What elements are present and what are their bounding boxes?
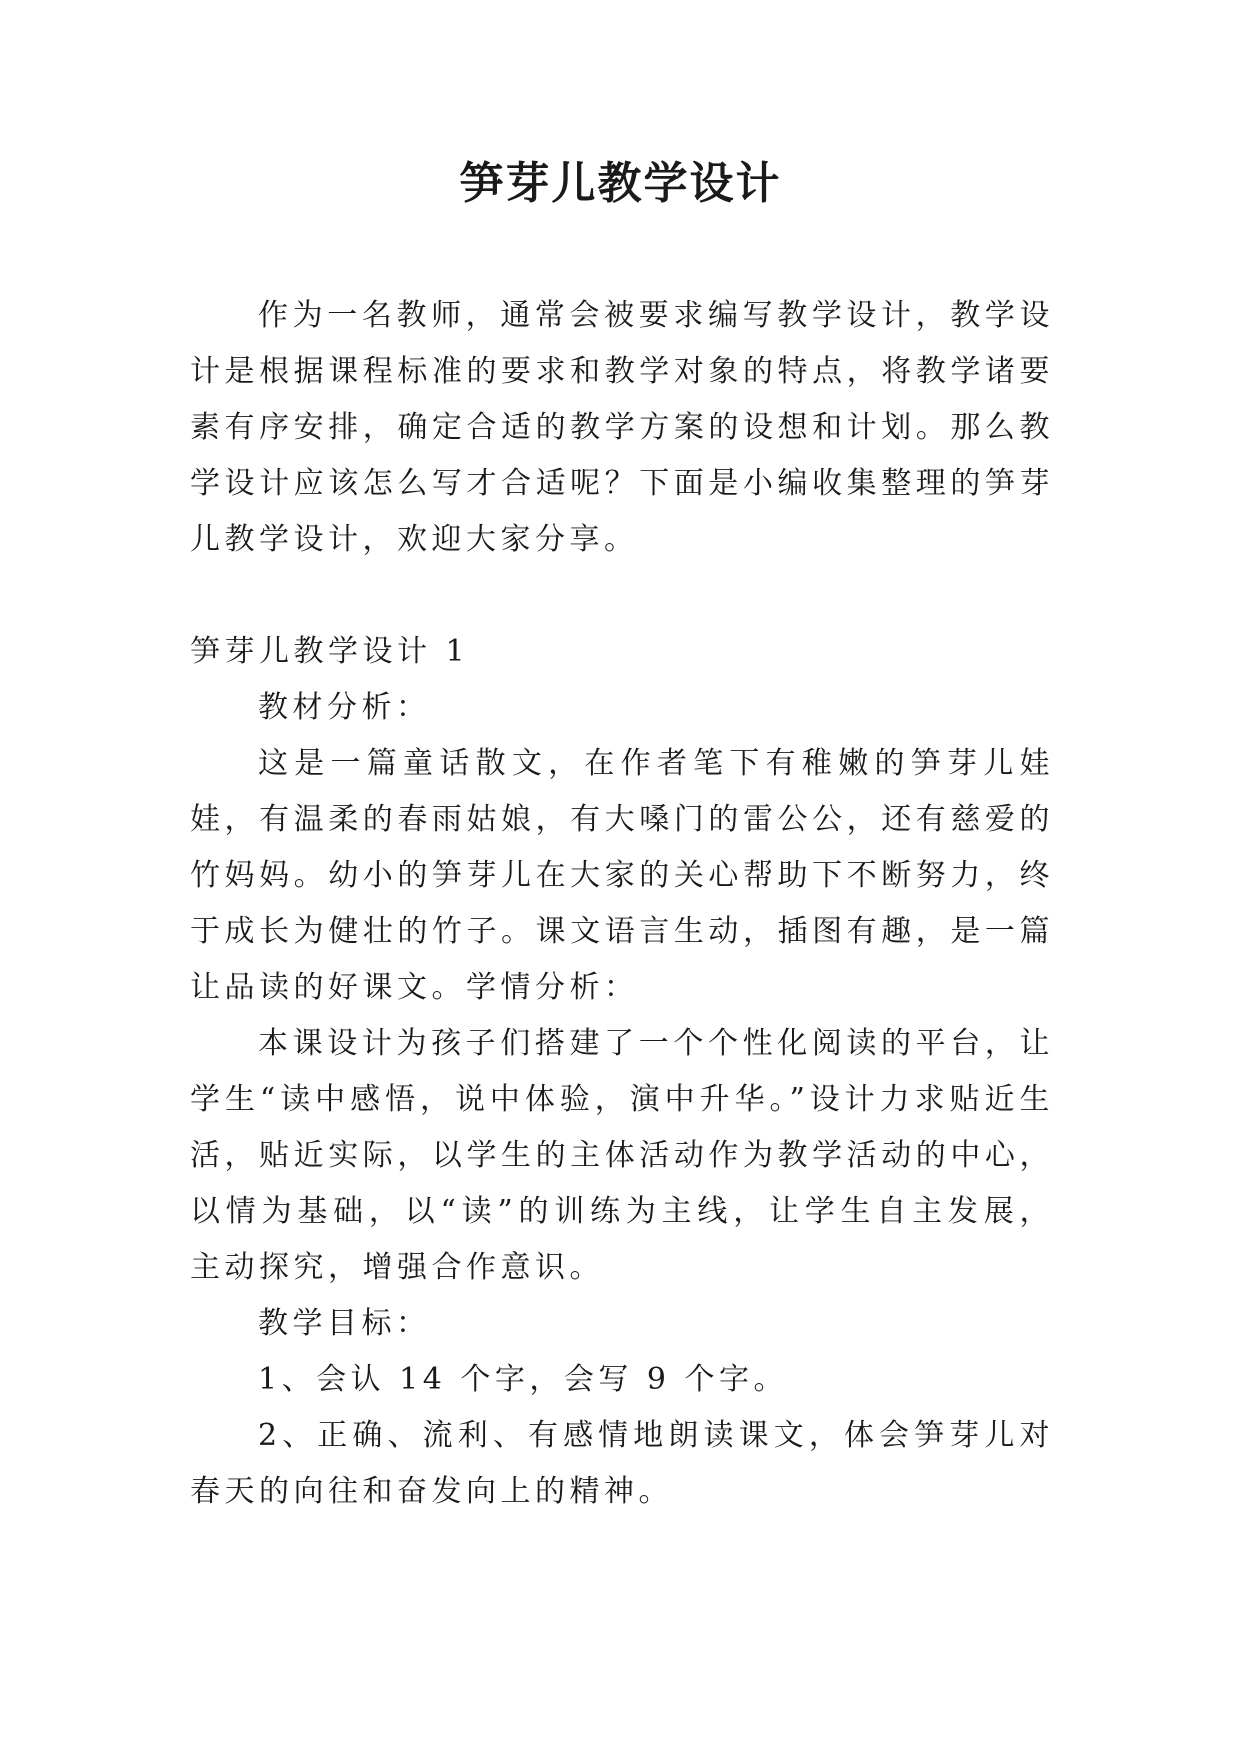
teaching-goals-label: 教学目标： [258, 1306, 431, 1341]
teaching-goal-item: 1、会认 14 个字，会写 9 个字。 [258, 1362, 788, 1397]
learning-analysis-paragraph: 本课设计为孩子们搭建了一个个性化阅读的平台，让学生“读中感悟，说中体验，演中升华。”设计力求贴近生活，贴近实际，以学生的主体活动作为教学活动的中心，以情为基础，以“读”的训练为主线，让学生自主发展，主动探究，增强合作意识。 [190, 1026, 1054, 1285]
document-body [190, 288, 1054, 1520]
section-heading: 笋芽儿教学设计 1 [190, 634, 470, 669]
teaching-goal-item: 2、正确、流利、有感情地朗读课文，体会笋芽儿对春天的向往和奋发向上的精神。 [190, 1418, 1054, 1509]
material-analysis-label: 教材分析： [258, 690, 431, 725]
document-title: 笋芽儿教学设计 [459, 158, 782, 209]
intro-paragraph: 作为一名教师，通常会被要求编写教学设计，教学设计是根据课程标准的要求和教学对象的特点，将教学诸要素有序安排，确定合适的教学方案的设想和计划。那么教学设计应该怎么写才合适呢？下面是小编收集整理的笋芽儿教学设计，欢迎大家分享。 [190, 298, 1054, 557]
material-analysis-paragraph: 这是一篇童话散文，在作者笔下有稚嫩的笋芽儿娃娃，有温柔的春雨姑娘，有大嗓门的雷公公，还有慈爱的竹妈妈。幼小的笋芽儿在大家的关心帮助下不断努力，终于成长为健壮的竹子。课文语言生动，插图有趣，是一篇让品读的好课文。学情分析： [190, 746, 1054, 1005]
